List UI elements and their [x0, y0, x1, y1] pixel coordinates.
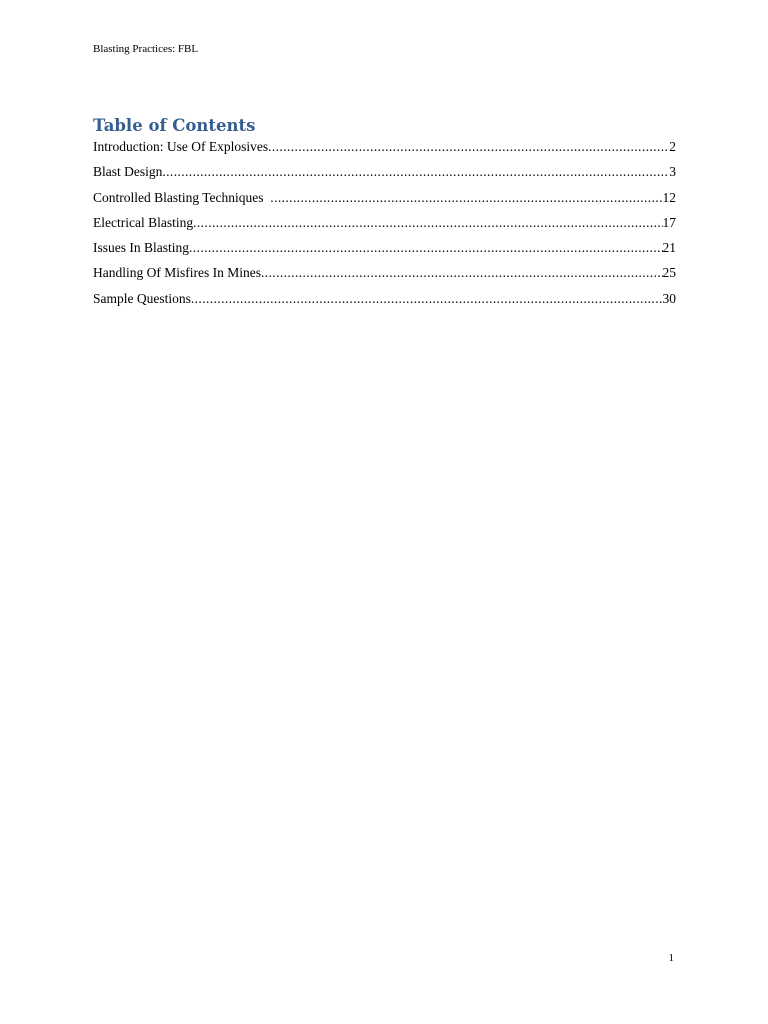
- toc-entry-label: Issues In Blasting: [93, 240, 189, 256]
- toc-entry-page: 30: [662, 290, 676, 306]
- toc-entry-page: 12: [662, 189, 676, 205]
- table-of-contents: [93, 137, 676, 314]
- dot-leader: [191, 289, 663, 309]
- dot-leader: [270, 188, 662, 208]
- toc-entry-introduction[interactable]: [93, 137, 676, 162]
- toc-entry-label: Introduction: Use Of Explosives: [93, 139, 269, 154]
- toc-entry-page: 25: [662, 265, 676, 281]
- toc-entry-label: Blast Design: [93, 164, 163, 180]
- toc-entry-blast-design[interactable]: [93, 162, 676, 187]
- toc-entry-handling-misfires[interactable]: [93, 263, 676, 288]
- toc-entry-controlled-blasting[interactable]: [93, 188, 676, 213]
- dot-leader: [268, 137, 669, 157]
- toc-heading: Table of Contents: [93, 116, 256, 135]
- toc-entry-label: Controlled Blasting Techniques: [93, 189, 271, 205]
- toc-entry-page: 21: [662, 240, 676, 256]
- dot-leader: [261, 263, 663, 283]
- toc-entry-page: 17: [662, 214, 676, 230]
- dot-leader: [193, 213, 662, 233]
- dot-leader: [162, 162, 669, 182]
- running-header: Blasting Practices: FBL: [93, 43, 199, 55]
- dot-leader: [189, 238, 663, 258]
- toc-entry-page: 3: [669, 164, 676, 180]
- toc-entry-electrical-blasting[interactable]: [93, 213, 676, 238]
- page-number: 1: [668, 952, 674, 964]
- toc-entry-sample-questions[interactable]: [93, 289, 676, 314]
- toc-entry-issues-in-blasting[interactable]: [93, 238, 676, 263]
- toc-entry-label: Handling Of Misfires In Mines: [93, 265, 261, 281]
- toc-entry-label: Sample Questions: [93, 290, 191, 306]
- toc-entry-label: Electrical Blasting: [93, 214, 194, 230]
- toc-entry-page: 2: [669, 139, 676, 154]
